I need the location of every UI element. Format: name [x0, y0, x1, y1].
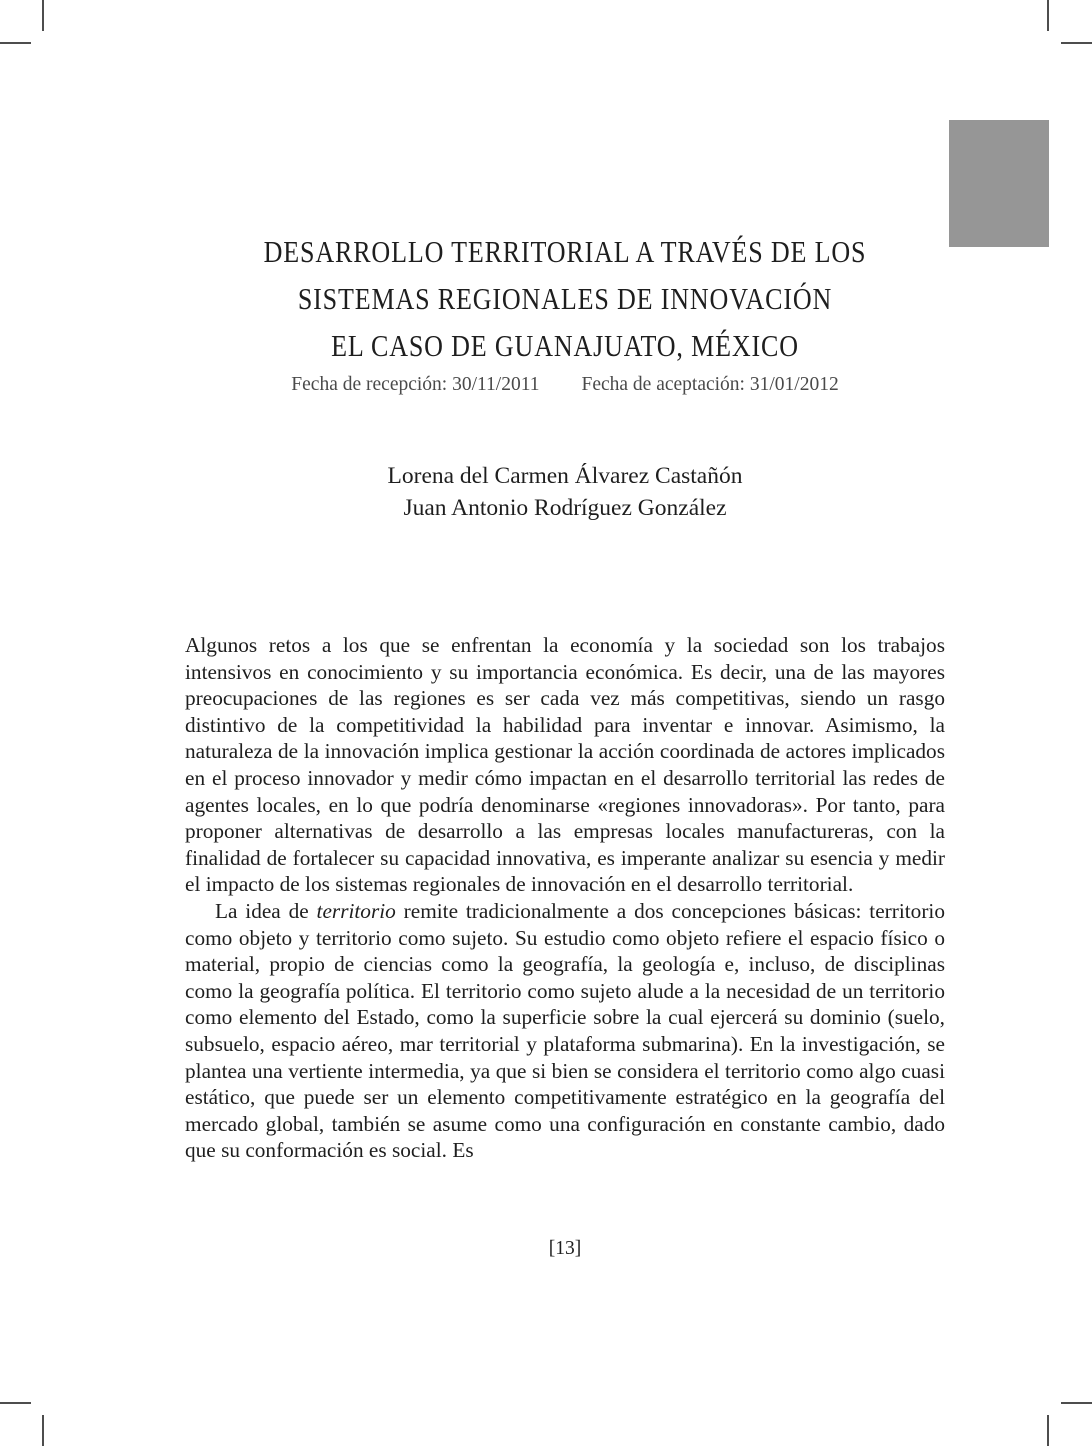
- crop-mark-top-left-vertical: [42, 0, 44, 31]
- reception-date: Fecha de recepción: 30/11/2011: [291, 374, 540, 395]
- crop-mark-bottom-left-vertical: [42, 1415, 44, 1446]
- crop-mark-bottom-right-horizontal: [1061, 1402, 1092, 1404]
- page-content: [185, 0, 945, 1446]
- author-name-1: Lorena del Carmen Álvarez Castañón: [387, 463, 743, 489]
- body-text: [185, 632, 945, 1164]
- dates-row: [185, 374, 945, 396]
- title-line-2: SISTEMAS REGIONALES DE INNOVACIÓN: [297, 281, 833, 316]
- acceptance-date: Fecha de aceptación: 31/01/2012: [581, 374, 839, 395]
- paragraph-2: [185, 898, 945, 1164]
- title-line-3: EL CASO DE GUANAJUATO, MÉXICO: [331, 328, 799, 363]
- paragraph-2-lead: La idea de: [215, 898, 317, 923]
- author-name-2: Juan Antonio Rodríguez González: [403, 495, 727, 521]
- paragraph-2-italic-term: territorio: [316, 898, 396, 923]
- article-title: [185, 228, 945, 369]
- paragraph-1: Algunos retos a los que se enfrentan la economía y la sociedad son los trabajos intensivos en conocimiento y su importancia económica. Es decir, una de las mayores preocupaciones de las regiones es ser cada vez más competitivas, siendo un rasgo distintivo de la competitividad la habilidad para inventar e innovar. Asimismo, la naturaleza de la innovación implica gestionar la acción coordinada de actores implicados en el proceso innovador y medir cómo impactan en el desarrollo territorial las redes de agentes locales, en lo que podría denominarse «regiones innovadoras». Por tanto, para proponer alternativas de desarrollo a las empresas locales manufactureras, con la finalidad de fortalecer su capacidad innovativa, es imperante analizar su esencia y medir el impacto de los sistemas regionales de innovación en el desarrollo territorial.: [185, 633, 945, 897]
- authors-block: [185, 460, 945, 524]
- corner-accent-box: [949, 120, 1049, 247]
- crop-mark-top-left-horizontal: [0, 42, 31, 44]
- crop-mark-top-right-vertical: [1047, 0, 1049, 31]
- page-number: [13]: [548, 1238, 582, 1259]
- crop-mark-bottom-left-horizontal: [0, 1402, 31, 1404]
- paragraph-2-rest: remite tradicionalmente a dos concepciones básicas: territorio como objeto y territorio como sujeto. Su estudio como objeto refiere el espacio físico o material, propio de ciencias como la geografía, la geología e, incluso, de disciplinas como la geografía política. El territorio como sujeto alude a la necesidad de un territorio como elemento del Estado, como la superficie sobre la cual ejercerá su dominio (suelo, subsuelo, espacio aéreo, mar territorial y plataforma submarina). En la investigación, se plantea una vertiente intermedia, ya que si bien se considera el territorio como algo cuasi estático, que puede ser un elemento competitivamente estratégico en la geografía del mercado global, también se asume como una configuración en constante cambio, dado que su conformación es social. Es: [185, 898, 945, 1163]
- crop-mark-bottom-right-vertical: [1047, 1415, 1049, 1446]
- title-line-1: DESARROLLO TERRITORIAL A TRAVÉS DE LOS: [263, 234, 867, 269]
- crop-mark-top-right-horizontal: [1061, 42, 1092, 44]
